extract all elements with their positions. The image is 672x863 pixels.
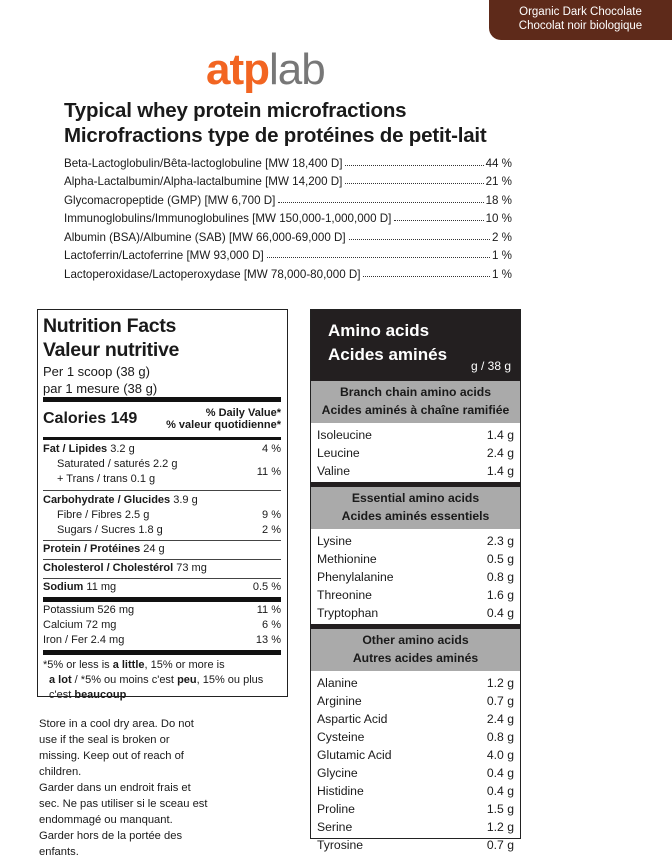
logo-part-lab: lab <box>269 45 325 94</box>
brand-logo <box>206 46 325 94</box>
dot-leader <box>278 195 483 203</box>
amino-name: Serine <box>317 820 353 834</box>
fat-amount: 3.2 g <box>110 443 135 455</box>
amino-name: Tyrosine <box>317 838 364 852</box>
storage-line: missing. Keep out of reach of <box>39 750 184 762</box>
footnote-text: , 15% or more is <box>144 659 225 671</box>
daily-value-header <box>166 407 281 431</box>
amino-row <box>311 550 520 568</box>
amino-name: Lysine <box>317 534 352 548</box>
sodium-label: Sodium <box>43 581 84 593</box>
serving-size <box>43 364 281 397</box>
fraction-value: 21 % <box>485 175 512 189</box>
fibre-row <box>43 508 281 523</box>
footnote-text: *5% or less is <box>43 659 113 671</box>
amino-name: Tryptophan <box>317 606 379 620</box>
daily-value-footnote <box>43 655 281 703</box>
fraction-value: 2 % <box>492 230 512 244</box>
dv-en: % Daily Value* <box>205 407 281 419</box>
amino-list-other <box>311 671 520 856</box>
fat-dv: 4 % <box>262 443 281 455</box>
fat-row <box>43 442 281 457</box>
heading-fr: Microfractions type de protéines de petit-lait <box>64 124 487 147</box>
flavor-tag <box>489 0 672 40</box>
amino-row <box>311 462 520 480</box>
potassium-row <box>43 603 281 618</box>
sugars-dv: 2 % <box>262 524 281 536</box>
section-header-bcaa <box>311 376 520 423</box>
fibre-label: Fibre / Fibres 2.5 g <box>57 509 150 521</box>
fraction-value: 44 % <box>485 156 512 170</box>
storage-line: enfants. <box>39 846 79 858</box>
amino-unit: g / 38 g <box>470 359 511 373</box>
amino-row <box>311 818 520 836</box>
section-header-essential <box>311 482 520 529</box>
microfractions-list <box>64 154 512 284</box>
amino-list-bcaa <box>311 423 520 482</box>
saturated-label: Saturated / saturés 2.2 g <box>57 458 178 470</box>
calcium-label: Calcium 72 mg <box>43 619 117 631</box>
amino-row <box>311 674 520 692</box>
amino-row <box>311 710 520 728</box>
sodium-row <box>43 580 281 595</box>
storage-line: use if the seal is broken or <box>39 734 170 746</box>
calories-row <box>43 402 281 437</box>
fraction-name: Lactoperoxidase/Lactoperoxydase [MW 78,000-80,000 D] <box>64 267 361 281</box>
amino-value: 0.4 g <box>486 784 514 798</box>
fraction-row <box>64 154 512 173</box>
storage-line: sec. Ne pas utiliser si le sceau est <box>39 798 208 810</box>
amino-value: 1.4 g <box>486 428 514 442</box>
dot-leader <box>394 213 483 221</box>
amino-value: 1.4 g <box>486 464 514 478</box>
carb-amount: 3.9 g <box>173 494 198 506</box>
section-title-en: Branch chain amino acids <box>339 385 492 399</box>
fraction-name: Beta-Lactoglobulin/Bêta-lactoglobuline [MW 18,400 D] <box>64 156 343 170</box>
microfractions-heading <box>64 98 487 148</box>
footnote-bold: peu <box>177 674 197 686</box>
section-title-fr: Acides aminés essentiels <box>341 509 490 523</box>
trans-label: + Trans / trans 0.1 g <box>57 473 156 485</box>
nutrition-title-en: Nutrition Facts <box>43 315 177 337</box>
fraction-row <box>64 228 512 247</box>
amino-name: Leucine <box>317 446 360 460</box>
fraction-value: 10 % <box>485 212 512 226</box>
fibre-dv: 9 % <box>262 509 281 521</box>
fraction-row <box>64 265 512 284</box>
amino-header <box>311 310 520 376</box>
amino-row <box>311 586 520 604</box>
sugars-label: Sugars / Sucres 1.8 g <box>57 524 163 536</box>
cholesterol-row <box>43 561 281 576</box>
amino-value: 0.7 g <box>486 694 514 708</box>
storage-line: children. <box>39 766 82 778</box>
divider-medium <box>43 437 281 440</box>
amino-value: 1.2 g <box>486 676 514 690</box>
amino-row <box>311 532 520 550</box>
amino-value: 2.3 g <box>486 534 514 548</box>
amino-row <box>311 782 520 800</box>
dot-leader <box>345 158 483 166</box>
saturated-trans-row <box>43 457 281 487</box>
divider-thin <box>43 540 281 541</box>
amino-value: 0.5 g <box>486 552 514 566</box>
amino-row <box>311 746 520 764</box>
fraction-name: Glycomacropeptide (GMP) [MW 6,700 D] <box>64 193 276 207</box>
amino-value: 0.4 g <box>486 766 514 780</box>
section-title-fr: Autres acides aminés <box>352 651 479 665</box>
amino-list-essential <box>311 529 520 624</box>
footnote-bold: beaucoup <box>74 689 127 701</box>
amino-row <box>311 604 520 622</box>
section-title-en: Other amino acids <box>362 633 469 647</box>
amino-name: Aspartic Acid <box>317 712 388 726</box>
potassium-label: Potassium 526 mg <box>43 604 135 616</box>
heading-en: Typical whey protein microfractions <box>64 99 407 122</box>
calcium-row <box>43 618 281 633</box>
section-header-other <box>311 624 520 671</box>
cholesterol-amount: 73 mg <box>176 562 207 574</box>
amino-title-fr: Acides aminés <box>328 345 448 364</box>
amino-value: 2.4 g <box>486 446 514 460</box>
sodium-dv: 0.5 % <box>252 581 281 593</box>
fraction-row <box>64 210 512 229</box>
fraction-row <box>64 247 512 266</box>
iron-label: Iron / Fer 2.4 mg <box>43 634 125 646</box>
amino-row <box>311 800 520 818</box>
fraction-value: 1 % <box>492 267 512 281</box>
amino-name: Glutamic Acid <box>317 748 392 762</box>
calories: Calories 149 <box>43 410 138 427</box>
amino-value: 1.6 g <box>486 588 514 602</box>
divider-thick <box>43 597 281 602</box>
dot-leader <box>363 269 490 277</box>
nutrition-title-fr: Valeur nutritive <box>43 339 180 361</box>
fraction-value: 18 % <box>485 193 512 207</box>
amino-row <box>311 426 520 444</box>
fraction-name: Lactoferrin/Lactoferrine [MW 93,000 D] <box>64 249 264 263</box>
serving-en: Per 1 scoop (38 g) <box>43 364 150 379</box>
amino-name: Histidine <box>317 784 364 798</box>
amino-value: 0.8 g <box>486 730 514 744</box>
amino-name: Cysteine <box>317 730 365 744</box>
amino-row <box>311 444 520 462</box>
sugars-row <box>43 523 281 538</box>
section-title-fr: Acides aminés à chaîne ramifiée <box>321 403 510 417</box>
amino-name: Methionine <box>317 552 377 566</box>
carb-row <box>43 493 281 508</box>
footnote-bold: a lot <box>49 674 72 686</box>
nutrition-title <box>43 314 281 362</box>
storage-line: Store in a cool dry area. Do not <box>39 718 194 730</box>
amino-name: Threonine <box>317 588 372 602</box>
amino-name: Alanine <box>317 676 358 690</box>
amino-name: Valine <box>317 464 350 478</box>
divider-thin <box>43 578 281 579</box>
fraction-row <box>64 173 512 192</box>
amino-name: Phenylalanine <box>317 570 394 584</box>
storage-line: Garder hors de la portée des <box>39 830 183 842</box>
logo-part-atp: atp <box>206 45 269 94</box>
storage-line: Garder dans un endroit frais et <box>39 782 191 794</box>
amino-value: 0.4 g <box>486 606 514 620</box>
footnote-text: c'est <box>49 689 75 701</box>
amino-row <box>311 764 520 782</box>
amino-name: Arginine <box>317 694 362 708</box>
cholesterol-label: Cholesterol / Cholestérol <box>43 562 174 574</box>
protein-row <box>43 542 281 557</box>
fraction-value: 1 % <box>492 249 512 263</box>
dot-leader <box>267 250 490 258</box>
dot-leader <box>345 176 483 184</box>
amino-row <box>311 836 520 854</box>
dot-leader <box>349 232 490 240</box>
storage-line: endommagé ou manquant. <box>39 814 173 826</box>
fraction-row <box>64 191 512 210</box>
amino-value: 0.8 g <box>486 570 514 584</box>
footnote-bold: a little <box>112 659 145 671</box>
section-title-en: Essential amino acids <box>351 491 480 505</box>
flavor-fr: Chocolat noir biologique <box>518 20 643 32</box>
protein-label: Protein / Protéines <box>43 543 141 555</box>
amino-name: Glycine <box>317 766 358 780</box>
calcium-dv: 6 % <box>262 619 281 631</box>
serving-fr: par 1 mesure (38 g) <box>43 380 158 396</box>
amino-title-en: Amino acids <box>328 321 430 340</box>
fraction-name: Alpha-Lactalbumin/Alpha-lactalbumine [MW 14,200 D] <box>64 175 343 189</box>
amino-row <box>311 728 520 746</box>
sodium-amount: 11 mg <box>86 581 117 593</box>
footnote-text: , 15% ou plus <box>196 674 264 686</box>
fraction-name: Immunoglobulins/Immunoglobulines [MW 150,000-1,000,000 D] <box>64 212 392 226</box>
fat-label: Fat / Lipides <box>43 443 108 455</box>
amino-value: 1.5 g <box>486 802 514 816</box>
footnote-text: / *5% ou moins c'est <box>71 674 178 686</box>
nutrition-facts-table <box>37 309 288 701</box>
protein-amount: 24 g <box>143 543 165 555</box>
potassium-dv: 11 % <box>256 604 281 616</box>
amino-acids-table <box>310 309 521 852</box>
carb-label: Carbohydrate / Glucides <box>43 494 171 506</box>
divider-thin <box>43 490 281 491</box>
iron-row <box>43 633 281 648</box>
flavor-en: Organic Dark Chocolate <box>519 6 642 18</box>
amino-value: 4.0 g <box>486 748 514 762</box>
amino-value: 1.2 g <box>486 820 514 834</box>
fraction-name: Albumin (BSA)/Albumine (SAB) [MW 66,000-69,000 D] <box>64 230 346 244</box>
storage-instructions <box>39 716 219 860</box>
amino-value: 0.7 g <box>486 838 514 852</box>
amino-value: 2.4 g <box>486 712 514 726</box>
dv-fr: % valeur quotidienne* <box>166 419 281 431</box>
sat-trans-dv: 11 % <box>256 465 281 478</box>
amino-row <box>311 568 520 586</box>
iron-dv: 13 % <box>255 634 281 646</box>
amino-name: Proline <box>317 802 355 816</box>
amino-row <box>311 692 520 710</box>
divider-thin <box>43 559 281 560</box>
amino-name: Isoleucine <box>317 428 372 442</box>
